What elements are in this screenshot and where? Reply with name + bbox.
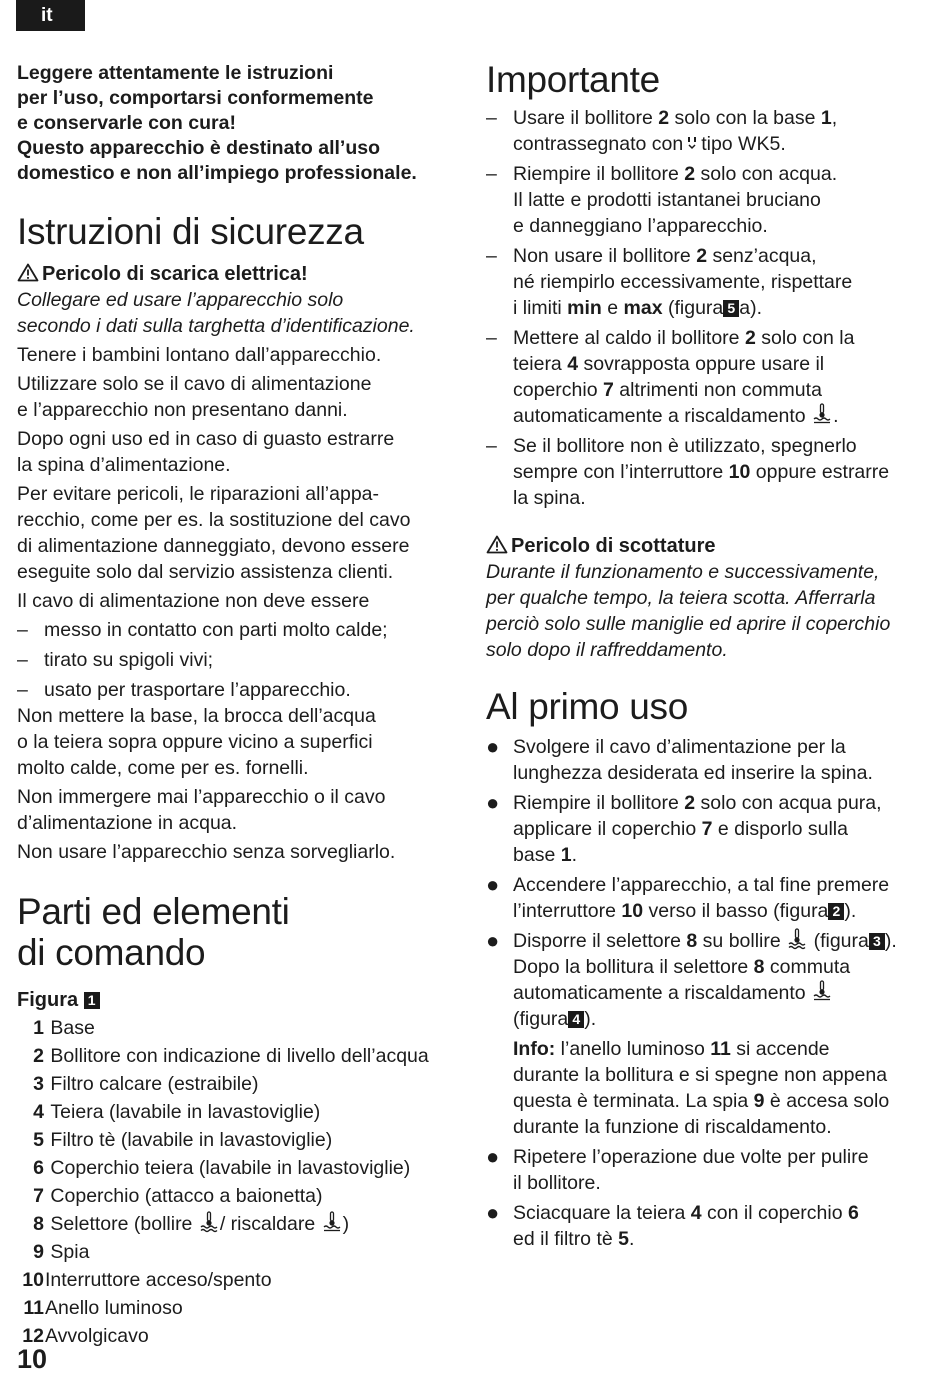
figure-label: Figura 1: [17, 987, 457, 1013]
safety-paragraph: [17, 481, 457, 585]
list-item: ● Disporre il selettore 8 su bollire (figura 3 ). Dopo la bollitura il selettore 8 commuta automaticamente a riscaldamento (figura 4 ). Info: l’anello luminoso 11 si accende durante la bollitura e si spegne non appena questa è terminata. La spia 9 è accesa solo durante la funzione di riscaldamento.: [486, 928, 928, 1140]
warning-triangle-icon: [17, 263, 39, 282]
safety-paragraph: [17, 371, 457, 423]
parts-heading-line: di comando: [17, 932, 206, 973]
text-line: di alimentazione danneggiato, devono essere: [17, 535, 410, 557]
right-column: [486, 58, 928, 1252]
text-line: Non mettere la base, la brocca dell’acqua: [17, 705, 376, 727]
intro-text: [17, 61, 457, 186]
safety-paragraph: [17, 703, 457, 781]
left-column: [17, 61, 457, 1350]
parts-heading: [17, 891, 457, 973]
list-item: 3 Filtro calcare (estraibile): [33, 1073, 259, 1095]
text-line: Non immergere mai l’apparecchio o il cavo: [17, 786, 386, 808]
list-item: 7 Coperchio (attacco a baionetta): [33, 1185, 323, 1207]
boil-thermometer-icon: [787, 928, 807, 950]
list-item: 4 Teiera (lavabile in lavastoviglie): [33, 1101, 321, 1123]
list-item: 2 Bollitore con indicazione di livello dell’acqua: [33, 1045, 429, 1067]
language-tab: it: [16, 0, 85, 31]
list-item: ● Accendere l’apparecchio, a tal fine premere l’interruttore 10 verso il basso (figura 2 ).: [486, 872, 890, 922]
safety-heading: Istruzioni di sicurezza: [17, 211, 364, 252]
figure-number-badge: 2: [828, 903, 844, 920]
text-line: perciò solo sulle maniglie ed aprire il coperchio: [486, 613, 891, 635]
text-line: la spina d’alimentazione.: [17, 454, 231, 476]
list-item: 5 Filtro tè (lavabile in lavastoviglie): [33, 1129, 333, 1151]
text-line: eseguite solo dal servizio assistenza clienti.: [17, 561, 394, 583]
safety-paragraph: [17, 784, 457, 836]
list-item: – Usare il bollitore 2 solo con la base 1, contrassegnato con tipo WK5.: [486, 107, 838, 155]
info-note: Info: l’anello luminoso 11 si accende durante la bollitura e si spegne non appena questa è terminata. La spia 9 è accesa solo durante la funzione di riscaldamento.: [513, 1038, 890, 1138]
list-item: 11 Anello luminoso: [23, 1297, 183, 1319]
safety-italic-note: [17, 287, 457, 339]
parts-list: [17, 1014, 457, 1350]
text-line: d’alimentazione in acqua.: [17, 812, 238, 834]
scald-warning-text: Pericolo di scottature: [511, 535, 716, 557]
list-item-selector: 8 Selettore (bollire / riscaldare ): [33, 1213, 350, 1235]
list-item: 1 Base: [33, 1017, 95, 1039]
text-line: Durante il funzionamento e successivamente,: [486, 561, 880, 583]
intro-line: Leggere attentamente le istruzioni: [17, 62, 334, 84]
list-item: – Riempire il bollitore 2 solo con acqua. Il latte e prodotti istantanei bruciano e danneggiano l’apparecchio.: [486, 163, 838, 237]
keep-warm-thermometer-icon: [322, 1211, 342, 1233]
list-item: – usato per trasportare l’apparecchio.: [17, 679, 351, 701]
text-line: per qualche tempo, la teiera scotta. Afferrarla: [486, 587, 876, 609]
text-line: Non usare l’apparecchio senza sorvegliarlo.: [17, 841, 396, 863]
text-line: Utilizzare solo se il cavo di alimentazione: [17, 373, 372, 395]
list-item: – Se il bollitore non è utilizzato, spegnerlo sempre con l’interruttore 10 oppure estrarre la spina.: [486, 435, 890, 509]
scald-italic-note: [486, 559, 928, 663]
text-line: Per evitare pericoli, le riparazioni all’appa-: [17, 483, 380, 505]
list-item: 12 Avvolgicavo: [22, 1325, 149, 1347]
text-line: solo dopo il raffreddamento.: [486, 639, 728, 661]
list-item: – messo in contatto con parti molto calde;: [17, 619, 388, 641]
text-line: Dopo ogni uso ed in caso di guasto estrarre: [17, 428, 395, 450]
list-item: 9 Spia: [33, 1241, 90, 1263]
figure-number-badge: 5: [723, 300, 739, 317]
important-heading: Importante: [486, 59, 660, 100]
keep-warm-thermometer-icon: [812, 403, 832, 425]
intro-line: Questo apparecchio è destinato all’uso: [17, 137, 381, 159]
safety-paragraph: [17, 342, 457, 368]
text-line: e l’apparecchio non presentano danni.: [17, 399, 348, 421]
text-line: molto calde, come per es. fornelli.: [17, 757, 309, 779]
safety-paragraph: [17, 426, 457, 478]
text-line: secondo i dati sulla targhetta d’identificazione.: [17, 315, 415, 337]
boil-thermometer-icon: [199, 1211, 219, 1233]
intro-line: domestico e non all’impiego professionale.: [17, 162, 417, 184]
text-line: recchio, come per es. la sostituzione del cavo: [17, 509, 411, 531]
text-line: Tenere i bambini lontano dall’apparecchio.: [17, 344, 382, 366]
page-number: 10: [17, 1344, 48, 1374]
first-use-heading: Al primo uso: [486, 686, 689, 727]
list-item: ● Riempire il bollitore 2 solo con acqua pura, applicare il coperchio 7 e disporlo sulla base 1.: [486, 790, 882, 866]
list-item: ● Ripetere l’operazione due volte per pulire il bollitore.: [486, 1144, 869, 1194]
figure-number-badge: 4: [568, 1011, 584, 1028]
safety-paragraph: [17, 839, 457, 865]
intro-line: per l’uso, comportarsi conformemente: [17, 87, 374, 109]
intro-line: e conservarle con cura!: [17, 112, 236, 134]
parts-heading-line: Parti ed elementi: [17, 891, 290, 932]
keep-warm-thermometer-icon: [812, 980, 832, 1002]
warning-triangle-icon: [486, 535, 508, 554]
list-item: ● Svolgere il cavo d’alimentazione per la lunghezza desiderata ed inserire la spina.: [486, 734, 873, 784]
text-line: o la teiera sopra oppure vicino a superfici: [17, 731, 373, 753]
cable-list: [17, 617, 457, 703]
text-line: Collegare ed usare l’apparecchio solo: [17, 289, 344, 311]
list-item: 10 Interruttore acceso/spento: [22, 1269, 272, 1291]
scald-warning: [486, 533, 928, 559]
figure-number-badge: 1: [84, 992, 100, 1009]
list-item: 6 Coperchio teiera (lavabile in lavastoviglie): [33, 1157, 411, 1179]
plug-symbol-icon: [685, 136, 699, 151]
cable-intro: Il cavo di alimentazione non deve essere: [17, 590, 370, 612]
list-item: – Non usare il bollitore 2 senz’acqua, né riempirlo eccessivamente, rispettare i limiti min e max (figura 5 a).: [486, 245, 853, 319]
list-item: – tirato su spigoli vivi;: [17, 649, 214, 671]
list-item: ● Sciacquare la teiera 4 con il coperchio 6 ed il filtro tè 5.: [486, 1200, 859, 1250]
figure-number-badge: 3: [869, 933, 885, 950]
electric-warning: [17, 261, 457, 287]
list-item: – Mettere al caldo il bollitore 2 solo con la teiera 4 sovrapposta oppure usare il coperchio 7 altrimenti non commuta automaticamente a riscaldamento .: [486, 327, 855, 427]
electric-warning-text: Pericolo di scarica elettrica!: [42, 263, 308, 285]
